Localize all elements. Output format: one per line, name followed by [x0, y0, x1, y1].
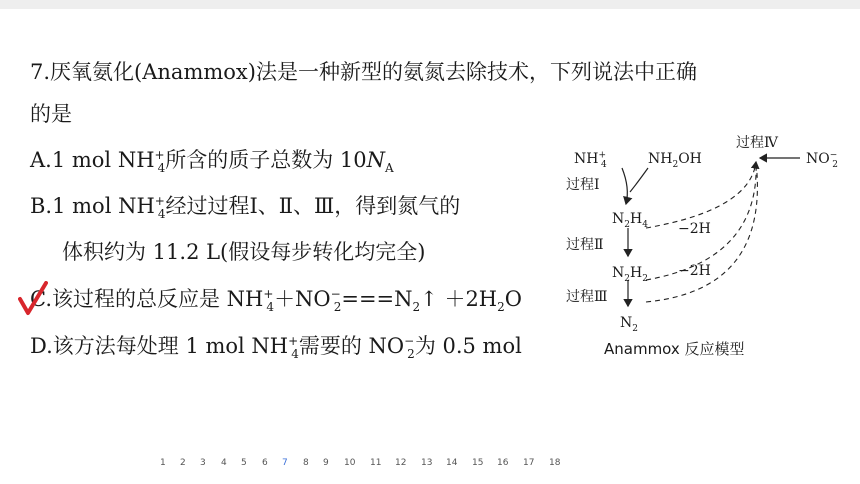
page-link-2[interactable]: 2	[180, 458, 186, 468]
dashed-return-1	[646, 162, 756, 228]
label-n2h4: $N_2H_4$	[612, 211, 648, 230]
check-mark-icon	[18, 281, 48, 317]
arrow-process1	[622, 168, 627, 204]
option-d[interactable]: D.该方法每处理 1 mol $NH^+_4$需要的 $NO^-_2$为 0.5 mol	[30, 334, 522, 362]
page-link-9[interactable]: 9	[323, 458, 329, 468]
label-minus2h-1: −2H	[678, 221, 711, 237]
page-link-16[interactable]: 16	[497, 458, 509, 468]
page-link-11[interactable]: 11	[370, 458, 382, 468]
option-b-line1[interactable]: B.1 mol $NH^+_4$经过过程Ⅰ、Ⅱ、Ⅲ，得到氮气的	[30, 194, 461, 222]
label-process1: 过程Ⅰ	[566, 177, 600, 193]
option-c[interactable]: C.该过程的总反应是 $NH^+_4+NO^-_2===N_2↑ +2H_2O$	[30, 287, 522, 315]
page-link-1[interactable]: 1	[160, 458, 166, 468]
page-link-14[interactable]: 14	[446, 458, 458, 468]
question-stem-line2: 的是	[30, 102, 72, 126]
page-link-3[interactable]: 3	[200, 458, 206, 468]
anammox-diagram	[560, 130, 860, 360]
page-link-18[interactable]: 18	[549, 458, 561, 468]
page-link-8[interactable]: 8	[303, 458, 309, 468]
page-link-12[interactable]: 12	[395, 458, 407, 468]
label-process3: 过程Ⅲ	[566, 289, 608, 305]
page-link-10[interactable]: 10	[344, 458, 356, 468]
label-nh2oh: $NH_2OH$	[648, 151, 702, 170]
option-a[interactable]: A.1 mol $NH^+_4$所含的质子总数为 $10N_A$	[30, 148, 394, 176]
label-n2h2: $N_2H_2$	[612, 265, 648, 284]
label-process4: 过程Ⅳ	[736, 135, 778, 151]
page-link-7[interactable]: 7	[282, 458, 288, 468]
page-link-17[interactable]: 17	[523, 458, 535, 468]
page-link-13[interactable]: 13	[421, 458, 433, 468]
label-n2: $N_2$	[620, 315, 638, 334]
top-bar	[0, 0, 860, 9]
label-minus2h-2: −2H	[678, 263, 711, 279]
diagram-caption: Anammox 反应模型	[604, 340, 745, 358]
arrow-process1-join	[630, 168, 648, 192]
page-link-15[interactable]: 15	[472, 458, 484, 468]
page-link-4[interactable]: 4	[221, 458, 227, 468]
question-stem-line1: 7.厌氧氨化(Anammox)法是一种新型的氨氮去除技术，下列说法中正确	[30, 60, 697, 84]
page-link-5[interactable]: 5	[241, 458, 247, 468]
page-link-6[interactable]: 6	[262, 458, 268, 468]
label-process2: 过程Ⅱ	[566, 237, 604, 253]
option-b-line2: 体积约为 11.2 L(假设每步转化均完全)	[62, 240, 426, 264]
label-nh4: $NH^+_4$	[574, 150, 607, 170]
label-no2: $NO^-_2$	[806, 150, 839, 170]
